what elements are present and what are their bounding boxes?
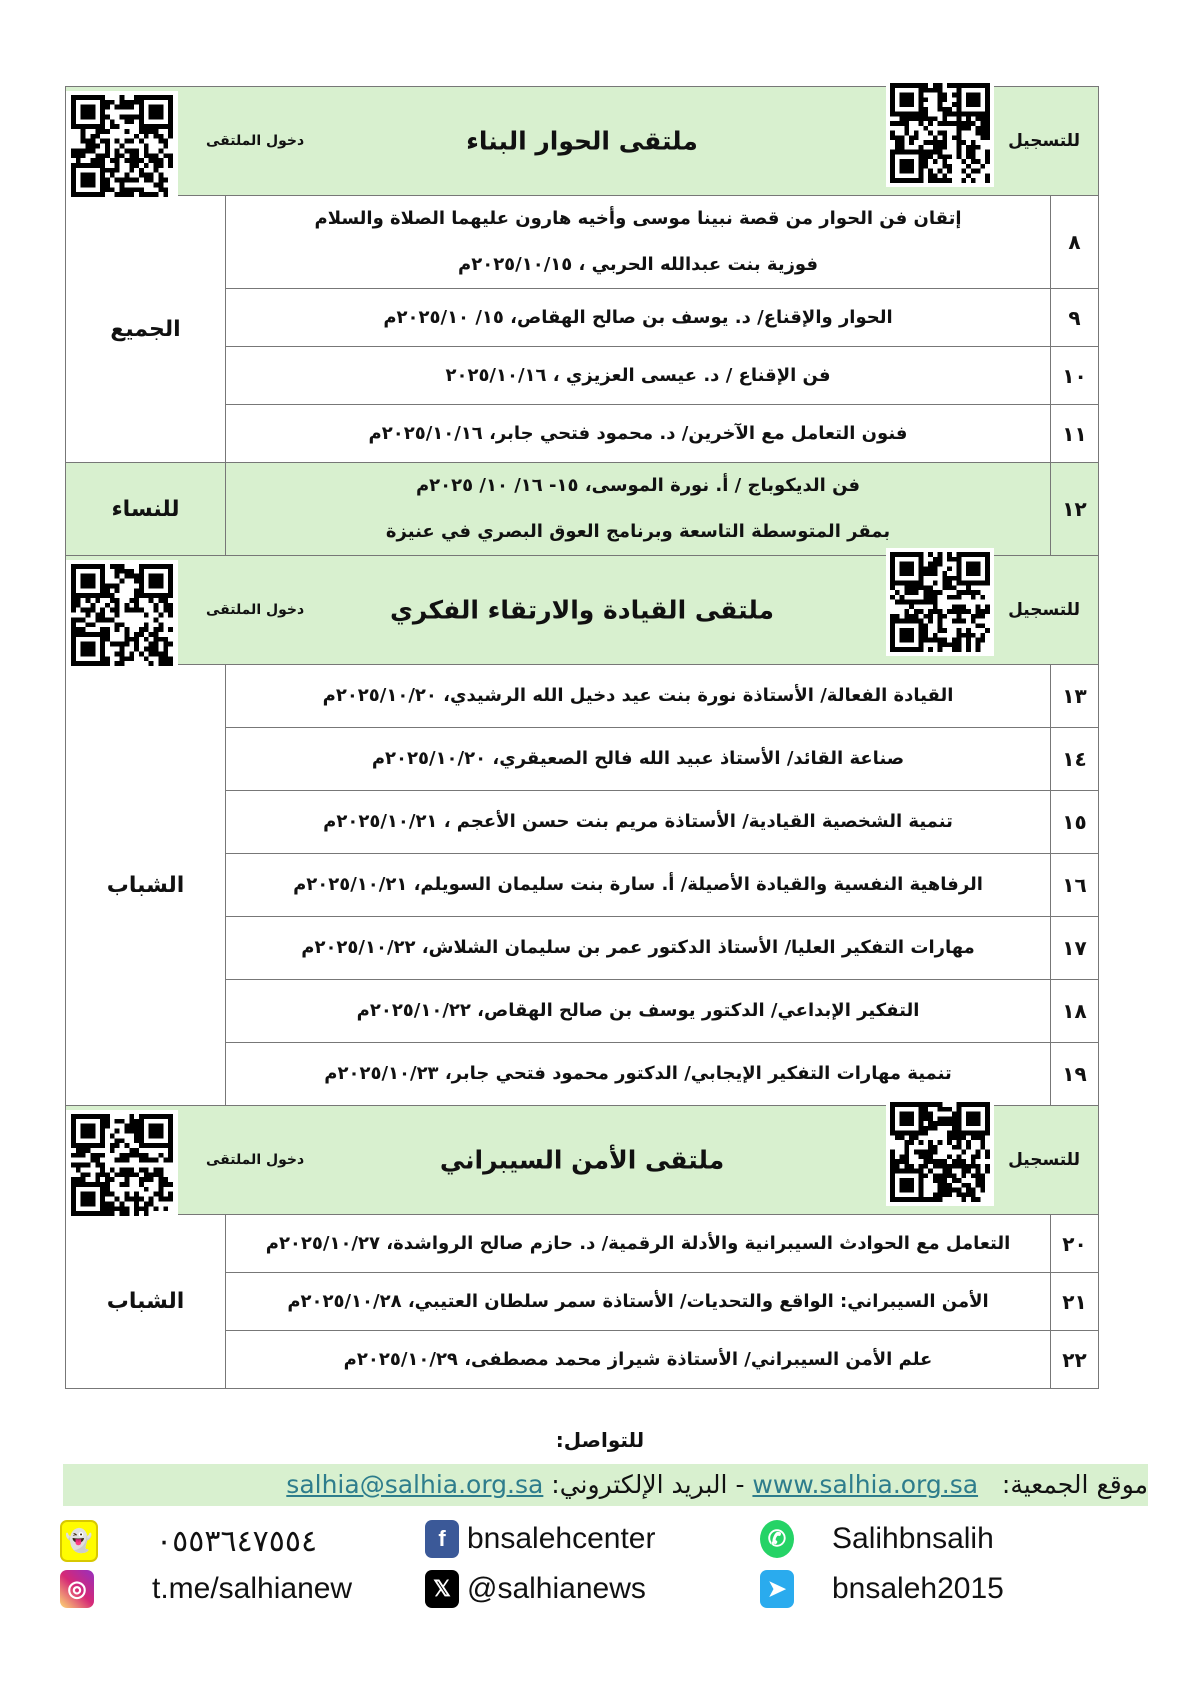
session-topic [226,1331,1051,1389]
session-text: التعامل مع الحوادث السيبرانية والأدلة الرقمية/ د. حازم صالح الرواشدة، ٢٠٢٥/١٠/٢٧م [265,1232,1011,1254]
session-topic [226,665,1051,728]
schedule-table [65,86,1099,1389]
register-label: للتسجيل [1008,600,1081,620]
session-topic [226,1215,1051,1273]
audience-cell: الجميع [66,196,226,463]
social-telegram[interactable]: ➤ bnsaleh2015 [760,1570,1004,1608]
section-header [66,87,1099,196]
session-topic [226,1043,1051,1106]
session-number: ١١ [1051,405,1099,463]
social-whatsapp[interactable]: ✆ Salihbnsalih [760,1520,994,1558]
audience-cell: الشباب [66,1215,226,1389]
session-topic [226,196,1051,289]
session-number: ٢٢ [1051,1331,1099,1389]
section-title: ملتقى الحوار البناء [466,126,698,156]
session-text: القيادة الفعالة/ الأستاذة نورة بنت عيد دخيل الله الرشيدي، ٢٠٢٥/١٠/٢٠م [322,685,954,706]
session-text: إتقان فن الحوار من قصة نبينا موسى وأخيه هارون عليهما الصلاة والسلام [314,208,962,229]
enter-forum-qr-code[interactable] [66,91,178,201]
section-header [66,1106,1099,1215]
schedule [65,86,1098,1389]
session-text: الرفاهية النفسية والقيادة الأصيلة/ أ. سارة بنت سليمان السويلم، ٢٠٢٥/١٠/٢١م [293,874,983,895]
session-number: ٢١ [1051,1273,1099,1331]
session-text: الأمن السيبراني: الواقع والتحديات/ الأستاذة سمر سلطان العتيبي، ٢٠٢٥/١٠/٢٨م [287,1290,989,1312]
session-row [66,665,1099,728]
instagram-icon: ◎ [60,1570,94,1608]
session-number: ١٠ [1051,347,1099,405]
session-topic [226,405,1051,463]
session-number: ١٧ [1051,917,1099,980]
facebook-icon: f [425,1520,459,1558]
session-number: ١٥ [1051,791,1099,854]
session-topic [226,1273,1051,1331]
section-title: ملتقى القيادة والارتقاء الفكري [389,595,775,625]
session-topic [226,917,1051,980]
enter-forum-label: دخول الملتقى [206,133,305,149]
register-label: للتسجيل [1008,1150,1081,1170]
email-label: البريد الإلكتروني: [551,1470,728,1499]
social-snapchat[interactable]: 👻 ٠٥٥٣٦٤٧٥٥٤ [60,1520,317,1562]
session-topic [226,791,1051,854]
enter-forum-label: دخول الملتقى [206,1152,305,1168]
session-topic [226,728,1051,791]
contact-title: للتواصل: [555,1428,645,1452]
social-row-1 [60,1520,1110,1570]
audience-cell: للنساء [66,463,226,556]
session-text: بمقر المتوسطة التاسعة وبرنامج العوق البصري في عنيزة [385,521,891,542]
social-instagram[interactable]: ◎ t.me/salhianew [60,1570,352,1608]
session-text: فن الديكوباج / أ. نورة الموسى، ١٥- ١٦/ ١٠/ ٢٠٢٥م [415,475,861,496]
social-row-2 [60,1570,1110,1620]
session-number: ٩ [1051,289,1099,347]
whatsapp-icon: ✆ [760,1520,794,1558]
session-topic [226,980,1051,1043]
email-link[interactable]: salhia@salhia.org.sa [286,1470,544,1499]
session-number: ٢٠ [1051,1215,1099,1273]
telegram-icon: ➤ [760,1570,794,1608]
session-number: ١٣ [1051,665,1099,728]
social-x[interactable]: 𝕏 @salhianews [425,1570,646,1608]
session-number: ١٢ [1051,463,1099,556]
session-text: صناعة القائد/ الأستاذ عبيد الله فالح الصعيقري، ٢٠٢٥/١٠/٢٠م [371,748,905,769]
session-row [66,196,1099,289]
website-link[interactable]: www.salhia.org.sa [752,1470,979,1499]
audience-cell: الشباب [66,665,226,1106]
contact-section [0,1428,1200,1605]
section-header [66,556,1099,665]
session-text: علم الأمن السيبراني/ الأستاذة شيراز محمد مصطفى، ٢٠٢٥/١٠/٢٩م [343,1348,933,1370]
snapchat-icon: 👻 [60,1520,98,1562]
enter-forum-qr-code[interactable] [66,1110,178,1220]
session-text: الحوار والإقناع/ د. يوسف بن صالح الهقاص، ١٥/ ٢٠٢٥/١٠م [383,306,893,328]
session-topic [226,463,1051,556]
enter-forum-qr-code[interactable] [66,560,178,670]
session-topic [226,347,1051,405]
session-text: فوزية بنت عبدالله الحربي ، ٢٠٢٥/١٠/١٥م [458,254,819,275]
session-text: تنمية الشخصية القيادية/ الأستاذة مريم بنت حسن الأعجم ، ٢٠٢٥/١٠/٢١م [323,811,953,832]
session-text: فن الإقناع / د. عيسى العزيزي ، ٢٠٢٥/١٠/١٦ [445,364,831,386]
session-text: مهارات التفكير العليا/ الأستاذ الدكتور عمر بن سليمان الشلاش، ٢٠٢٥/١٠/٢٢م [301,937,975,958]
session-topic [226,289,1051,347]
session-number: ١٦ [1051,854,1099,917]
separator: - [735,1470,745,1499]
website-label: موقع الجمعية: [1001,1470,1148,1499]
enter-forum-label: دخول الملتقى [206,602,305,618]
website-bar [63,1464,1148,1506]
session-number: ١٩ [1051,1043,1099,1106]
session-text: التفكير الإبداعي/ الدكتور يوسف بن صالح الهقاص، ٢٠٢٥/١٠/٢٢م [356,1000,920,1021]
section-title: ملتقى الأمن السيبراني [439,1145,725,1175]
session-text: فنون التعامل مع الآخرين/ د. محمود فتحي جابر، ٢٠٢٥/١٠/١٦م [368,422,908,444]
x-icon: 𝕏 [425,1570,459,1608]
session-text: تنمية مهارات التفكير الإيجابي/ الدكتور محمود فتحي جابر، ٢٠٢٥/١٠/٢٣م [324,1063,952,1084]
register-label: للتسجيل [1008,131,1081,151]
social-facebook[interactable]: f bnsalehcenter [425,1520,655,1558]
session-number: ٨ [1051,196,1099,289]
session-row [66,463,1099,556]
session-number: ١٤ [1051,728,1099,791]
session-number: ١٨ [1051,980,1099,1043]
session-row [66,1215,1099,1273]
session-topic [226,854,1051,917]
